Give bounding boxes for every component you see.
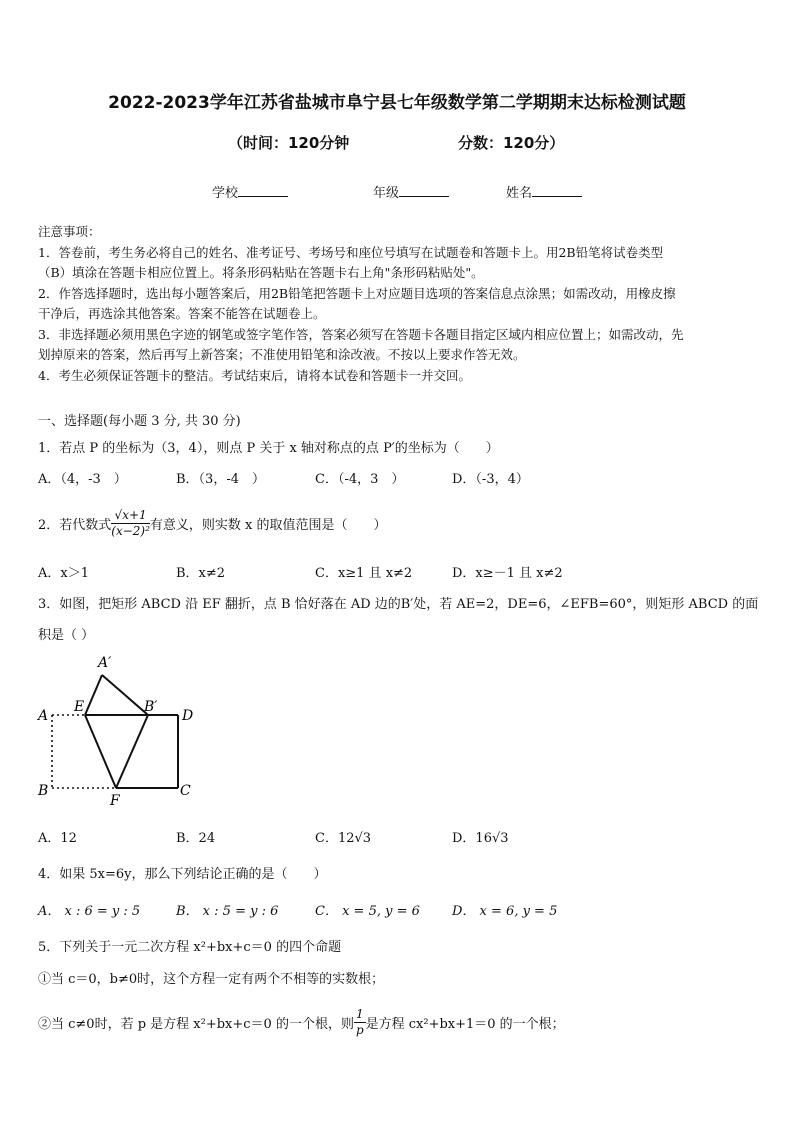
q3-option-b: B．24: [176, 831, 216, 846]
name-blank: [532, 184, 582, 197]
q2-option-b: B．x≠2: [176, 566, 226, 581]
label-c: C: [180, 783, 191, 799]
q1-option-c: C．（-4，3 ）: [315, 472, 405, 487]
q5-item2-suffix: 是方程 cx²+bx+1＝0 的一个根；: [365, 1016, 565, 1032]
grade-blank: [399, 184, 449, 197]
q2-option-c: C．x≥1 且 x≠2: [315, 566, 413, 581]
time-label: （时间：120分钟: [228, 134, 350, 152]
q1-option-b: B．（3，-4 ）: [176, 472, 265, 487]
label-d: D: [182, 708, 194, 724]
name-label: 姓名: [506, 186, 533, 201]
question-5-item-2: [38, 1000, 565, 1044]
q5-denominator: p: [355, 1022, 364, 1037]
question-3-line2: 积是（ ）: [38, 628, 95, 643]
notes-line: 1．答卷前，考生务必将自己的姓名、准考证号、考场号和座位号填写在试题卷和答题卡上。用2B铅笔将试卷类型: [38, 244, 664, 260]
notes-line: 干净后，再选涂其他答案。答案不能答在试题卷上。: [38, 306, 326, 321]
q3-option-a: A．12: [38, 831, 77, 846]
notes-block: [38, 222, 758, 386]
question-2-stem: [38, 500, 387, 546]
q4-option-c: C． x = 5, y = 6: [315, 904, 420, 919]
question-5-stem: 5．下列关于一元二次方程 x²+bx+c＝0 的四个命题: [38, 940, 342, 955]
label-f: F: [110, 793, 120, 809]
school-field: [212, 182, 288, 201]
question-3-line1: 3．如图，把矩形 ABCD 沿 EF 翻折，点 B 恰好落在 AD 边的B′处，若 AE=2，DE=6，∠EFB=60°，则矩形 ABCD 的面: [38, 597, 759, 612]
q1-option-a: A．（4，-3 ）: [38, 472, 127, 487]
q2-denominator: (x−2)²: [111, 523, 150, 538]
label-e: E: [74, 699, 85, 715]
q2-suffix: 有意义，则实数 x 的取值范围是（ ）: [149, 517, 387, 533]
q1-option-d: D．（-3，4）: [452, 472, 529, 487]
label-a: A: [38, 708, 49, 724]
notes-line: 3．非选择题必须用黑色字迹的钢笔或签字笔作答，答案必须写在答题卡各题目指定区域内相应位置上；如需改动，先: [38, 326, 684, 342]
school-label: 学校: [212, 186, 239, 201]
exam-title: 2022-2023学年江苏省盐城市阜宁县七年级数学第二学期期末达标检测试题: [108, 93, 686, 113]
label-a-prime: A′: [98, 655, 112, 671]
q4-option-a: A． x : 6 = y : 5: [38, 904, 141, 919]
notes-heading: 注意事项：: [38, 224, 101, 239]
label-b-prime: B′: [144, 699, 158, 715]
q2-option-a: A．x＞1: [38, 566, 89, 581]
score-label: 分数：120分）: [458, 134, 565, 152]
q2-numerator: √x+1: [111, 508, 150, 524]
q2-option-d: D．x≥－1 且 x≠2: [452, 566, 563, 581]
section-heading: 一、选择题(每小题 3 分, 共 30 分): [38, 414, 241, 429]
line-ea1: [85, 675, 102, 715]
q5-numerator: 1: [355, 1006, 364, 1021]
question-5-item-1: ①当 c＝0，b≠0时，这个方程一定有两个不相等的实数根；: [38, 972, 385, 987]
notes-line: 2．作答选择题时，选出每小题答案后，用2B铅笔把答题卡上对应题目选项的答案信息点涂黑；如需改动，用橡皮擦: [38, 285, 676, 301]
q3-option-d: D．16√3: [452, 831, 509, 846]
q5-fraction: [354, 1007, 366, 1038]
notes-line: （B）填涂在答题卡相应位置上。将条形码粘贴在答题卡右上角"条形码粘贴处"。: [38, 265, 484, 280]
line-b1f: [116, 715, 148, 788]
notes-line: 4．考生必须保证答题卡的整洁。考试结束后，请将本试卷和答题卡一并交回。: [38, 367, 471, 383]
question-4-stem: 4．如果 5x=6y，那么下列结论正确的是（ ）: [38, 867, 327, 882]
q2-fraction: [111, 508, 150, 539]
label-b: B: [38, 783, 49, 799]
notes-line: 划掉原来的答案，然后再写上新答案；不准使用铅笔和涂改液。不按以上要求作答无效。: [38, 347, 526, 362]
q3-option-c: C．12√3: [315, 831, 372, 846]
grade-label: 年级: [373, 186, 400, 201]
question-1-stem: 1．若点 P 的坐标为（3，4），则点 P 关于 x 轴对称点的点 P′的坐标为（ ）: [38, 441, 499, 456]
q5-item2-prefix: ②当 c≠0时，若 p 是方程 x²+bx+c＝0 的一个根，则: [38, 1016, 354, 1032]
q4-option-d: D． x = 6, y = 5: [452, 904, 558, 919]
rectangle-fold-figure: [30, 645, 210, 815]
q2-prefix: 2．若代数式: [38, 517, 112, 533]
q4-option-b: B． x : 5 = y : 6: [176, 904, 279, 919]
line-ef: [85, 715, 116, 788]
school-blank: [238, 184, 288, 197]
grade-field: [373, 182, 449, 201]
line-a1b1: [102, 675, 148, 715]
name-field: [506, 182, 582, 201]
